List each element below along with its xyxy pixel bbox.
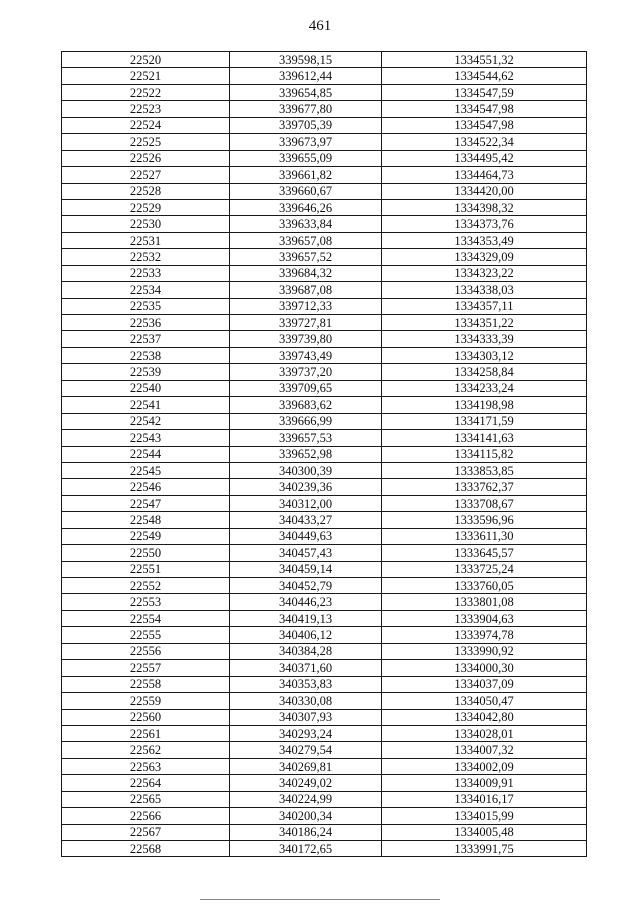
table-row bbox=[62, 462, 587, 478]
point-number-cell: 22528 bbox=[62, 183, 230, 199]
y-coordinate-cell: 1334323,22 bbox=[382, 265, 587, 281]
point-number-cell: 22546 bbox=[62, 479, 230, 495]
y-coordinate-cell: 1334329,09 bbox=[382, 249, 587, 265]
y-coordinate-cell: 1334373,76 bbox=[382, 216, 587, 232]
x-coordinate-cell: 339712,33 bbox=[230, 298, 382, 314]
point-number-cell: 22523 bbox=[62, 101, 230, 117]
x-coordinate-cell: 339709,65 bbox=[230, 380, 382, 396]
table-row bbox=[62, 841, 587, 857]
table-row bbox=[62, 742, 587, 758]
page-number: 461 bbox=[308, 18, 332, 34]
y-coordinate-cell: 1334258,84 bbox=[382, 364, 587, 380]
table-row bbox=[62, 627, 587, 643]
x-coordinate-cell: 340300,39 bbox=[230, 462, 382, 478]
x-coordinate-cell: 340459,14 bbox=[230, 561, 382, 577]
x-coordinate-cell: 340446,23 bbox=[230, 594, 382, 610]
y-coordinate-cell: 1334544,62 bbox=[382, 68, 587, 84]
table-row bbox=[62, 134, 587, 150]
point-number-cell: 22525 bbox=[62, 134, 230, 150]
table-row bbox=[62, 331, 587, 347]
table-row bbox=[62, 84, 587, 100]
point-number-cell: 22534 bbox=[62, 282, 230, 298]
table-row bbox=[62, 380, 587, 396]
point-number-cell: 22536 bbox=[62, 315, 230, 331]
table-row bbox=[62, 446, 587, 462]
point-number-cell: 22520 bbox=[62, 52, 230, 68]
y-coordinate-cell: 1334042,80 bbox=[382, 709, 587, 725]
x-coordinate-cell: 340449,63 bbox=[230, 528, 382, 544]
point-number-cell: 22562 bbox=[62, 742, 230, 758]
y-coordinate-cell: 1334028,01 bbox=[382, 725, 587, 741]
point-number-cell: 22548 bbox=[62, 512, 230, 528]
point-number-cell: 22544 bbox=[62, 446, 230, 462]
x-coordinate-cell: 340419,13 bbox=[230, 610, 382, 626]
table-row bbox=[62, 610, 587, 626]
y-coordinate-cell: 1333708,67 bbox=[382, 495, 587, 511]
table-row bbox=[62, 676, 587, 692]
point-number-cell: 22537 bbox=[62, 331, 230, 347]
y-coordinate-cell: 1334495,42 bbox=[382, 150, 587, 166]
point-number-cell: 22542 bbox=[62, 413, 230, 429]
table-row bbox=[62, 561, 587, 577]
x-coordinate-cell: 340200,34 bbox=[230, 808, 382, 824]
x-coordinate-cell: 339737,20 bbox=[230, 364, 382, 380]
point-number-cell: 22552 bbox=[62, 578, 230, 594]
x-coordinate-cell: 339633,84 bbox=[230, 216, 382, 232]
y-coordinate-cell: 1334333,39 bbox=[382, 331, 587, 347]
y-coordinate-cell: 1334522,34 bbox=[382, 134, 587, 150]
point-number-cell: 22564 bbox=[62, 775, 230, 791]
point-number-cell: 22563 bbox=[62, 758, 230, 774]
y-coordinate-cell: 1334016,17 bbox=[382, 791, 587, 807]
x-coordinate-cell: 340330,08 bbox=[230, 693, 382, 709]
y-coordinate-cell: 1334005,48 bbox=[382, 824, 587, 840]
point-number-cell: 22543 bbox=[62, 430, 230, 446]
y-coordinate-cell: 1333853,85 bbox=[382, 462, 587, 478]
point-number-cell: 22538 bbox=[62, 347, 230, 363]
point-number-cell: 22524 bbox=[62, 117, 230, 133]
x-coordinate-cell: 340457,43 bbox=[230, 545, 382, 561]
y-coordinate-cell: 1334115,82 bbox=[382, 446, 587, 462]
table-row bbox=[62, 249, 587, 265]
y-coordinate-cell: 1333904,63 bbox=[382, 610, 587, 626]
point-number-cell: 22557 bbox=[62, 660, 230, 676]
point-number-cell: 22554 bbox=[62, 610, 230, 626]
y-coordinate-cell: 1334141,63 bbox=[382, 430, 587, 446]
table-row bbox=[62, 199, 587, 215]
point-number-cell: 22553 bbox=[62, 594, 230, 610]
table-row bbox=[62, 791, 587, 807]
y-coordinate-cell: 1333760,05 bbox=[382, 578, 587, 594]
table-row bbox=[62, 594, 587, 610]
y-coordinate-cell: 1333596,96 bbox=[382, 512, 587, 528]
coordinates-table-body bbox=[62, 52, 587, 857]
y-coordinate-cell: 1333990,92 bbox=[382, 643, 587, 659]
y-coordinate-cell: 1334303,12 bbox=[382, 347, 587, 363]
x-coordinate-cell: 339666,99 bbox=[230, 413, 382, 429]
x-coordinate-cell: 339673,97 bbox=[230, 134, 382, 150]
table-row bbox=[62, 347, 587, 363]
x-coordinate-cell: 340307,93 bbox=[230, 709, 382, 725]
point-number-cell: 22555 bbox=[62, 627, 230, 643]
table-row bbox=[62, 545, 587, 561]
table-row bbox=[62, 775, 587, 791]
x-coordinate-cell: 340293,24 bbox=[230, 725, 382, 741]
y-coordinate-cell: 1333801,08 bbox=[382, 594, 587, 610]
point-number-cell: 22547 bbox=[62, 495, 230, 511]
table-row bbox=[62, 68, 587, 84]
point-number-cell: 22556 bbox=[62, 643, 230, 659]
y-coordinate-cell: 1334233,24 bbox=[382, 380, 587, 396]
y-coordinate-cell: 1333645,57 bbox=[382, 545, 587, 561]
x-coordinate-cell: 339739,80 bbox=[230, 331, 382, 347]
point-number-cell: 22540 bbox=[62, 380, 230, 396]
table-row bbox=[62, 413, 587, 429]
x-coordinate-cell: 339661,82 bbox=[230, 167, 382, 183]
x-coordinate-cell: 339654,85 bbox=[230, 84, 382, 100]
point-number-cell: 22565 bbox=[62, 791, 230, 807]
x-coordinate-cell: 339612,44 bbox=[230, 68, 382, 84]
x-coordinate-cell: 340172,65 bbox=[230, 841, 382, 857]
y-coordinate-cell: 1334050,47 bbox=[382, 693, 587, 709]
y-coordinate-cell: 1333725,24 bbox=[382, 561, 587, 577]
x-coordinate-cell: 340249,02 bbox=[230, 775, 382, 791]
point-number-cell: 22566 bbox=[62, 808, 230, 824]
point-number-cell: 22527 bbox=[62, 167, 230, 183]
y-coordinate-cell: 1334338,03 bbox=[382, 282, 587, 298]
table-row bbox=[62, 167, 587, 183]
point-number-cell: 22541 bbox=[62, 397, 230, 413]
table-row bbox=[62, 479, 587, 495]
x-coordinate-cell: 340353,83 bbox=[230, 676, 382, 692]
table-row bbox=[62, 528, 587, 544]
point-number-cell: 22550 bbox=[62, 545, 230, 561]
y-coordinate-cell: 1334464,73 bbox=[382, 167, 587, 183]
y-coordinate-cell: 1334037,09 bbox=[382, 676, 587, 692]
point-number-cell: 22549 bbox=[62, 528, 230, 544]
point-number-cell: 22568 bbox=[62, 841, 230, 857]
table-row bbox=[62, 660, 587, 676]
y-coordinate-cell: 1334351,22 bbox=[382, 315, 587, 331]
x-coordinate-cell: 340433,27 bbox=[230, 512, 382, 528]
point-number-cell: 22529 bbox=[62, 199, 230, 215]
x-coordinate-cell: 340312,00 bbox=[230, 495, 382, 511]
x-coordinate-cell: 339705,39 bbox=[230, 117, 382, 133]
x-coordinate-cell: 340384,28 bbox=[230, 643, 382, 659]
point-number-cell: 22567 bbox=[62, 824, 230, 840]
x-coordinate-cell: 340186,24 bbox=[230, 824, 382, 840]
point-number-cell: 22533 bbox=[62, 265, 230, 281]
point-number-cell: 22559 bbox=[62, 693, 230, 709]
x-coordinate-cell: 339655,09 bbox=[230, 150, 382, 166]
x-coordinate-cell: 339727,81 bbox=[230, 315, 382, 331]
point-number-cell: 22558 bbox=[62, 676, 230, 692]
table-row bbox=[62, 117, 587, 133]
y-coordinate-cell: 1334420,00 bbox=[382, 183, 587, 199]
table-row bbox=[62, 709, 587, 725]
point-number-cell: 22526 bbox=[62, 150, 230, 166]
y-coordinate-cell: 1334002,09 bbox=[382, 758, 587, 774]
y-coordinate-cell: 1334551,32 bbox=[382, 52, 587, 68]
point-number-cell: 22522 bbox=[62, 84, 230, 100]
x-coordinate-cell: 339743,49 bbox=[230, 347, 382, 363]
table-row bbox=[62, 824, 587, 840]
table-row bbox=[62, 758, 587, 774]
point-number-cell: 22539 bbox=[62, 364, 230, 380]
table-row bbox=[62, 512, 587, 528]
x-coordinate-cell: 339683,62 bbox=[230, 397, 382, 413]
x-coordinate-cell: 340406,12 bbox=[230, 627, 382, 643]
y-coordinate-cell: 1334015,99 bbox=[382, 808, 587, 824]
bottom-rule bbox=[200, 899, 440, 900]
table-row bbox=[62, 265, 587, 281]
table-row bbox=[62, 578, 587, 594]
x-coordinate-cell: 339687,08 bbox=[230, 282, 382, 298]
y-coordinate-cell: 1334398,32 bbox=[382, 199, 587, 215]
point-number-cell: 22535 bbox=[62, 298, 230, 314]
table-row bbox=[62, 725, 587, 741]
table-row bbox=[62, 282, 587, 298]
x-coordinate-cell: 339657,52 bbox=[230, 249, 382, 265]
x-coordinate-cell: 339652,98 bbox=[230, 446, 382, 462]
x-coordinate-cell: 340279,54 bbox=[230, 742, 382, 758]
x-coordinate-cell: 340224,99 bbox=[230, 791, 382, 807]
y-coordinate-cell: 1334547,59 bbox=[382, 84, 587, 100]
table-row bbox=[62, 232, 587, 248]
point-number-cell: 22521 bbox=[62, 68, 230, 84]
x-coordinate-cell: 339657,08 bbox=[230, 232, 382, 248]
y-coordinate-cell: 1333991,75 bbox=[382, 841, 587, 857]
table-row bbox=[62, 693, 587, 709]
point-number-cell: 22551 bbox=[62, 561, 230, 577]
y-coordinate-cell: 1334547,98 bbox=[382, 101, 587, 117]
table-row bbox=[62, 364, 587, 380]
y-coordinate-cell: 1334357,11 bbox=[382, 298, 587, 314]
table-row bbox=[62, 216, 587, 232]
x-coordinate-cell: 339598,15 bbox=[230, 52, 382, 68]
table-row bbox=[62, 397, 587, 413]
table-row bbox=[62, 298, 587, 314]
x-coordinate-cell: 339646,26 bbox=[230, 199, 382, 215]
y-coordinate-cell: 1333762,37 bbox=[382, 479, 587, 495]
point-number-cell: 22532 bbox=[62, 249, 230, 265]
x-coordinate-cell: 340371,60 bbox=[230, 660, 382, 676]
coordinates-table bbox=[61, 51, 587, 857]
table-row bbox=[62, 430, 587, 446]
table-row bbox=[62, 495, 587, 511]
y-coordinate-cell: 1334353,49 bbox=[382, 232, 587, 248]
table-row bbox=[62, 52, 587, 68]
y-coordinate-cell: 1334009,91 bbox=[382, 775, 587, 791]
y-coordinate-cell: 1334547,98 bbox=[382, 117, 587, 133]
point-number-cell: 22545 bbox=[62, 462, 230, 478]
point-number-cell: 22561 bbox=[62, 725, 230, 741]
table-row bbox=[62, 643, 587, 659]
point-number-cell: 22560 bbox=[62, 709, 230, 725]
point-number-cell: 22530 bbox=[62, 216, 230, 232]
y-coordinate-cell: 1333974,78 bbox=[382, 627, 587, 643]
x-coordinate-cell: 340239,36 bbox=[230, 479, 382, 495]
y-coordinate-cell: 1333611,30 bbox=[382, 528, 587, 544]
table-row bbox=[62, 808, 587, 824]
y-coordinate-cell: 1334000,30 bbox=[382, 660, 587, 676]
y-coordinate-cell: 1334007,32 bbox=[382, 742, 587, 758]
x-coordinate-cell: 339677,80 bbox=[230, 101, 382, 117]
x-coordinate-cell: 339684,32 bbox=[230, 265, 382, 281]
x-coordinate-cell: 339660,67 bbox=[230, 183, 382, 199]
table-row bbox=[62, 150, 587, 166]
x-coordinate-cell: 340452,79 bbox=[230, 578, 382, 594]
table-row bbox=[62, 183, 587, 199]
y-coordinate-cell: 1334171,59 bbox=[382, 413, 587, 429]
table-row bbox=[62, 101, 587, 117]
x-coordinate-cell: 339657,53 bbox=[230, 430, 382, 446]
y-coordinate-cell: 1334198,98 bbox=[382, 397, 587, 413]
table-row bbox=[62, 315, 587, 331]
point-number-cell: 22531 bbox=[62, 232, 230, 248]
x-coordinate-cell: 340269,81 bbox=[230, 758, 382, 774]
